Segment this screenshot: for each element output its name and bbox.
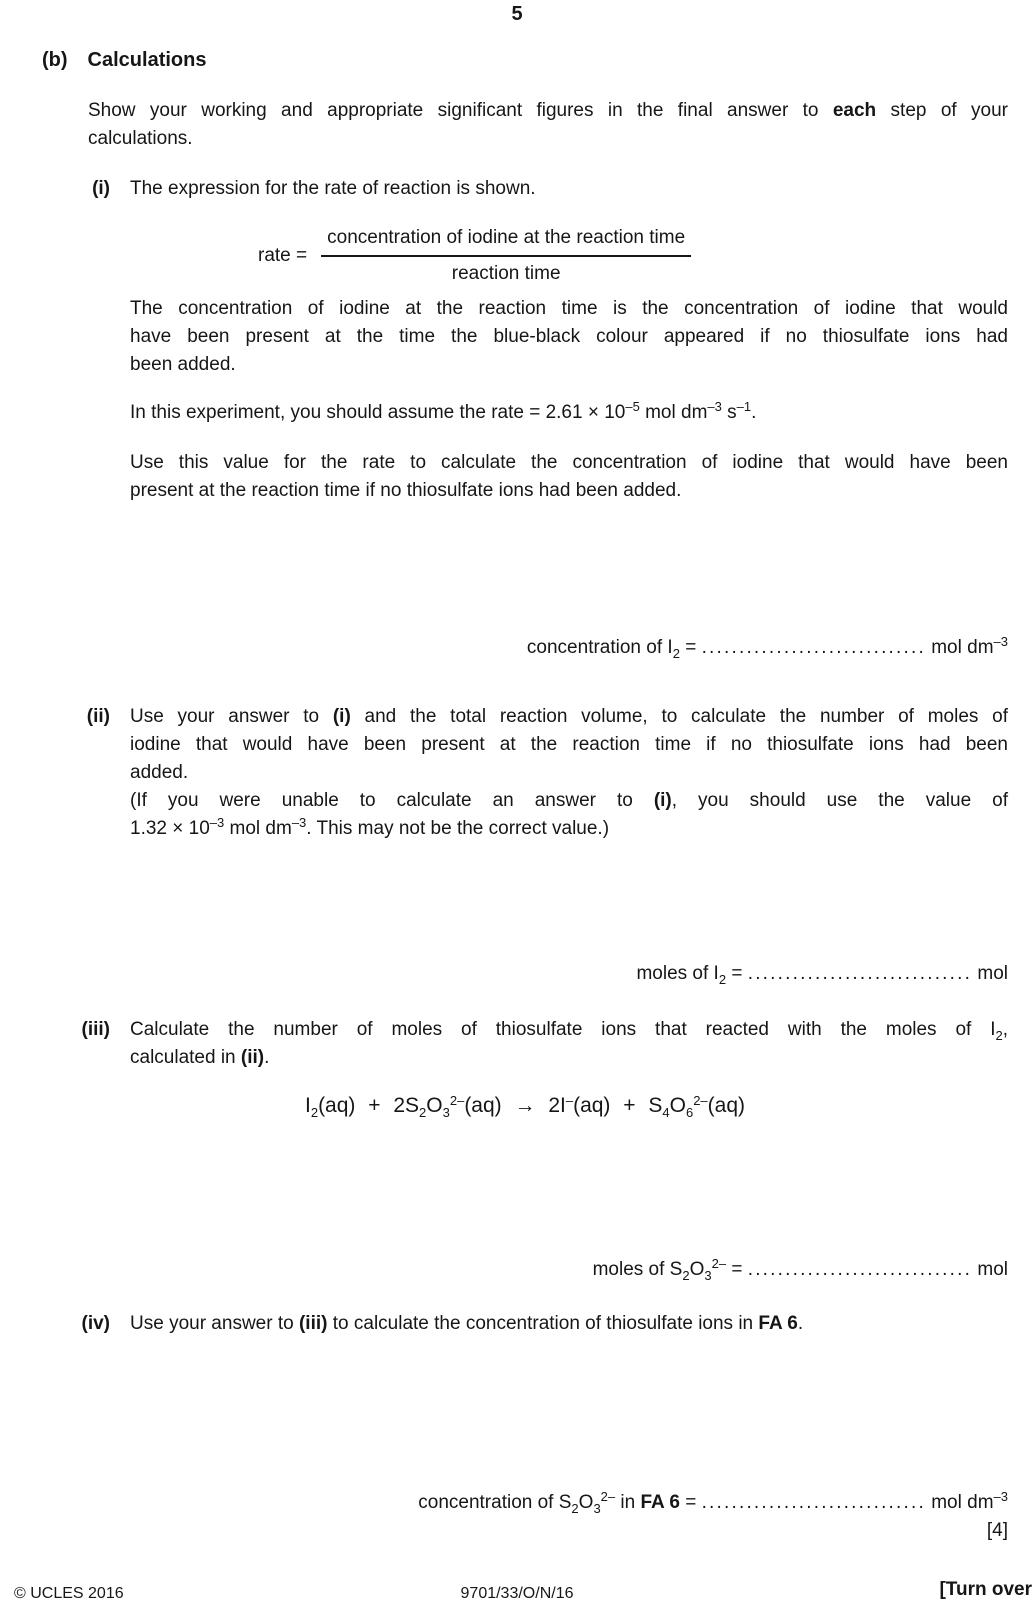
intro-paragraph bbox=[88, 97, 1008, 153]
paragraph-line: $1.32 \times 10^{-3}$ mol $dm^{-3}$. This may not be the correct value.) bbox=[130, 815, 610, 839]
footer-copyright: © UCLES 2016 bbox=[14, 1585, 124, 1602]
chemical-equation: $I_2(aq) + 2S_2O_3^{2-}(aq) \to 2I^-(aq) + S_4O_6^{2-}(aq)$ bbox=[304, 1093, 746, 1120]
paragraph-line: iodine that would have been present at the reaction time if no thiosulfate ions had been bbox=[130, 734, 1008, 755]
footer-paper-code: 9701/33/O/N/16 bbox=[460, 1585, 574, 1602]
part-ii-label: (ii) bbox=[86, 706, 110, 727]
rate-fraction bbox=[321, 224, 691, 288]
marks-badge: [4] bbox=[986, 1520, 1008, 1541]
part-iii-label: (iii) bbox=[81, 1019, 110, 1040]
paragraph-line: have been present at the time the blue-black colour appeared if no thiosulfate ions had bbox=[130, 326, 1008, 347]
part-i-paragraph-2: In this experiment, you should assume the rate = $2.61 \times 10^{-5}$ mol $dm^{-3}$ $s^{-1}$. bbox=[130, 399, 757, 423]
fraction-numerator: concentration of iodine at the reaction time bbox=[321, 224, 691, 257]
paragraph-line: calculated in (ii). bbox=[130, 1047, 270, 1068]
part-iii-paragraph bbox=[130, 1016, 1008, 1072]
answer-line-concentration-i2: concentration of $I_2$ = .............................. mol $dm^{-3}$ bbox=[526, 634, 1008, 661]
answer-line-moles-thiosulfate: moles of $S_2O_3^{2-}$ = .............................. mol bbox=[592, 1256, 1008, 1283]
paragraph-line: Calculate the number of moles of thiosulfate ions that reacted with the moles of $I_2$, bbox=[130, 1019, 1008, 1043]
part-i-label: (i) bbox=[92, 178, 110, 199]
paragraph-line: Show your working and appropriate significant figures in the final answer to each step of your bbox=[88, 100, 1008, 121]
paragraph-line: Use this value for the rate to calculate the concentration of iodine that would have been bbox=[130, 452, 1008, 473]
paragraph-line: present at the reaction time if no thiosulfate ions had been added. bbox=[130, 480, 682, 501]
page-number: 5 bbox=[511, 3, 523, 25]
part-i-paragraph-1 bbox=[130, 295, 1008, 379]
paragraph-line: Use your answer to (i) and the total reaction volume, to calculate the number of moles of bbox=[130, 706, 1008, 727]
part-iv-paragraph: Use your answer to (iii) to calculate the concentration of thiosulfate ions in FA 6. bbox=[130, 1313, 804, 1334]
paragraph-line: The concentration of iodine at the reaction time is the concentration of iodine that would bbox=[130, 298, 1008, 319]
answer-line-concentration-thiosulfate: concentration of $S_2O_3^{2-}$ in FA 6 = .............................. mol $dm^{-3}$ bbox=[418, 1489, 1008, 1516]
answer-line-moles-i2: moles of $I_2$ = .............................. mol bbox=[636, 963, 1008, 987]
section-b-header bbox=[42, 46, 206, 74]
section-b-title: Calculations bbox=[87, 49, 207, 71]
fraction-denominator: reaction time bbox=[451, 263, 561, 284]
footer-turn-over: [Turn over bbox=[939, 1579, 1032, 1600]
paragraph-line: added. bbox=[130, 762, 189, 783]
paragraph-line: been added. bbox=[130, 354, 236, 375]
section-b-label: (b) bbox=[42, 49, 68, 71]
rate-expression bbox=[258, 224, 691, 288]
rate-label: rate = bbox=[258, 245, 308, 266]
part-iv-label: (iv) bbox=[81, 1313, 110, 1334]
paragraph-line: calculations. bbox=[88, 128, 193, 149]
part-ii-paragraphs bbox=[130, 703, 1008, 843]
part-i-paragraph-3 bbox=[130, 449, 1008, 505]
part-i-intro: The expression for the rate of reaction is shown. bbox=[130, 178, 536, 199]
paragraph-line: (If you were unable to calculate an answer to (i), you should use the value of bbox=[130, 790, 1008, 811]
